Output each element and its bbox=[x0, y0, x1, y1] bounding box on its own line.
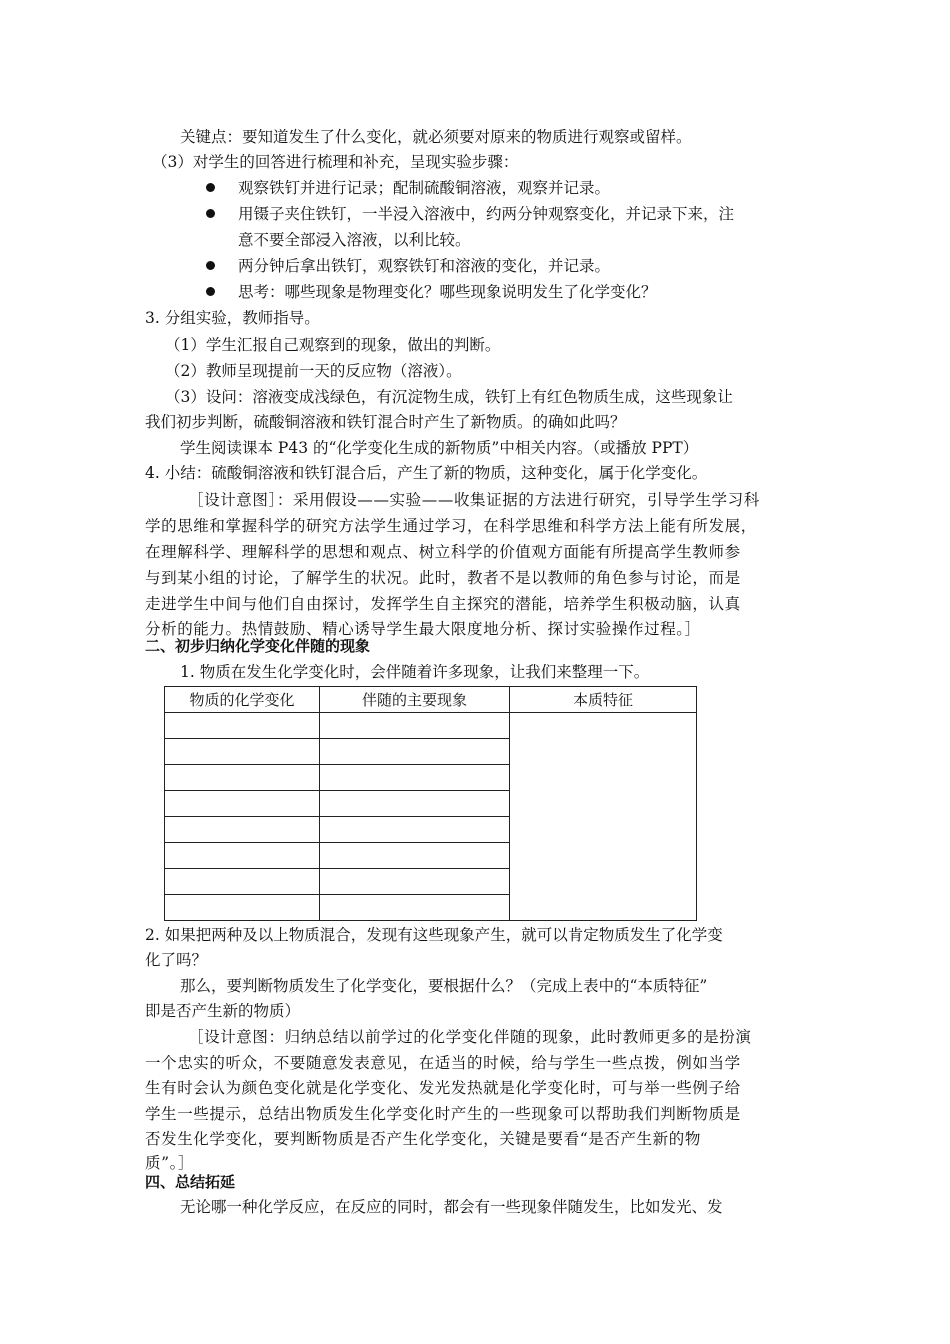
table-cell bbox=[320, 713, 510, 739]
design-intent-line: 在理解科学、理解科学的思想和观点、树立科学的价值观方面能有所提高学生教师参 bbox=[145, 543, 741, 561]
table-cell bbox=[320, 765, 510, 791]
table-cell bbox=[165, 869, 320, 895]
design-intent-line: 生有时会认为颜色变化就是化学变化、发光发热就是化学变化时，可与举一些例子给 bbox=[145, 1079, 741, 1097]
table-cell bbox=[320, 869, 510, 895]
table-cell bbox=[165, 739, 320, 765]
table-cell bbox=[320, 739, 510, 765]
table-cell bbox=[320, 791, 510, 817]
design-intent-line: 学生一些提示，总结出物质发生化学变化时产生的一些现象可以帮助我们判断物质是 bbox=[145, 1105, 741, 1123]
table-row bbox=[165, 713, 697, 739]
table-cell bbox=[320, 895, 510, 921]
reading-line: 学生阅读课本 P43 的“化学变化生成的新物质”中相关内容。（或播放 PPT） bbox=[180, 439, 699, 457]
sub-item-3-continued: 我们初步判断，硫酸铜溶液和铁钉混合时产生了新物质。的确如此吗？ bbox=[145, 413, 626, 431]
section-2-item-2: 2. 如果把两种及以上物质混合，发现有这些现象产生，就可以肯定物质发生了化学变 bbox=[145, 926, 723, 944]
phenomena-table bbox=[164, 686, 697, 921]
bullet-dot-icon bbox=[206, 183, 215, 192]
table-header-cell: 物质的化学变化 bbox=[165, 687, 320, 713]
table-cell bbox=[165, 817, 320, 843]
bullet-item: 两分钟后拿出铁钉，观察铁钉和溶液的变化，并记录。 bbox=[238, 257, 611, 275]
essence-cell bbox=[510, 713, 697, 921]
item-4: 4. 小结：硫酸铜溶液和铁钉混合后，产生了新的物质，这种变化，属于化学变化。 bbox=[145, 464, 708, 482]
section-2-heading: 二、初步归纳化学变化伴随的现象 bbox=[145, 637, 371, 655]
design-intent-line: 否发生化学变化，要判断物质是否产生化学变化，关键是要看“是否产生新的物 bbox=[145, 1130, 701, 1148]
bullet-item: 用镊子夹住铁钉，一半浸入溶液中，约两分钟观察变化，并记录下来，注 bbox=[238, 205, 735, 223]
step3-heading: （3）对学生的回答进行梳理和补充，呈现实验步骤： bbox=[152, 153, 519, 171]
table-header-row bbox=[165, 687, 697, 713]
design-intent-line: 走进学生中间与他们自由探讨，发挥学生自主探究的潜能，培养学生积极动脑，认真 bbox=[145, 595, 741, 613]
bullet-dot-icon bbox=[206, 261, 215, 270]
bullet-item-continued: 意不要全部浸入溶液，以利比较。 bbox=[238, 231, 471, 249]
bullet-item: 观察铁钉并进行记录；配制硫酸铜溶液，观察并记录。 bbox=[238, 179, 611, 197]
design-intent-line: 与到某小组的讨论，了解学生的状况。此时，教者不是以教师的角色参与讨论，而是 bbox=[145, 569, 741, 587]
design-intent-line: 分析的能力。热情鼓励、精心诱导学生最大限度地分析、探讨实验操作过程。］ bbox=[145, 620, 701, 638]
table-header-cell: 本质特征 bbox=[510, 687, 697, 713]
table-cell bbox=[165, 713, 320, 739]
section-2-item-1: 1. 物质在发生化学变化时，会伴随着许多现象，让我们来整理一下。 bbox=[180, 663, 650, 681]
table-cell bbox=[320, 843, 510, 869]
design-intent-line: ［设计意图］：采用假设——实验——收集证据的方法进行研究，引导学生学习科 bbox=[188, 491, 760, 509]
then-question-continued: 即是否产生新的物质） bbox=[145, 1002, 301, 1020]
bullet-item: 思考：哪些现象是物理变化？哪些现象说明发生了化学变化？ bbox=[238, 283, 657, 301]
then-question: 那么，要判断物质发生了化学变化，要根据什么？（完成上表中的“本质特征” bbox=[180, 977, 708, 995]
table-header-cell: 伴随的主要现象 bbox=[320, 687, 510, 713]
table-cell bbox=[165, 791, 320, 817]
section-4-heading: 四、总结拓延 bbox=[145, 1173, 236, 1191]
design-intent-line: ［设计意图：归纳总结以前学过的化学变化伴随的现象，此时教师更多的是扮演 bbox=[188, 1028, 752, 1046]
sub-item-2: （2）教师呈现提前一天的反应物（溶液）。 bbox=[165, 362, 462, 380]
table-cell bbox=[165, 843, 320, 869]
table-cell bbox=[165, 895, 320, 921]
item-3: 3. 分组实验，教师指导。 bbox=[145, 309, 320, 327]
sub-item-1: （1）学生汇报自己观察到的现象，做出的判断。 bbox=[165, 336, 501, 354]
design-intent-line: 质”。］ bbox=[145, 1154, 195, 1172]
sub-item-3: （3）设问：溶液变成浅绿色，有沉淀物生成，铁钉上有红色物质生成，这些现象让 bbox=[165, 388, 733, 406]
section-2-item-2-continued: 化了吗？ bbox=[145, 951, 208, 969]
bullet-dot-icon bbox=[206, 209, 215, 218]
table-cell bbox=[320, 817, 510, 843]
section-4-text: 无论哪一种化学反应，在反应的同时，都会有一些现象伴随发生，比如发光、发 bbox=[180, 1198, 723, 1216]
table-cell bbox=[165, 765, 320, 791]
design-intent-line: 一个忠实的听众，不要随意发表意见，在适当的时候，给与学生一些点拨，例如当学 bbox=[145, 1054, 741, 1072]
bullet-dot-icon bbox=[206, 287, 215, 296]
key-point-line: 关键点：要知道发生了什么变化，就必须要对原来的物质进行观察或留样。 bbox=[180, 128, 692, 146]
design-intent-line: 学的思维和掌握科学的研究方法学生通过学习，在科学思维和科学方法上能有所发展， bbox=[145, 517, 757, 535]
